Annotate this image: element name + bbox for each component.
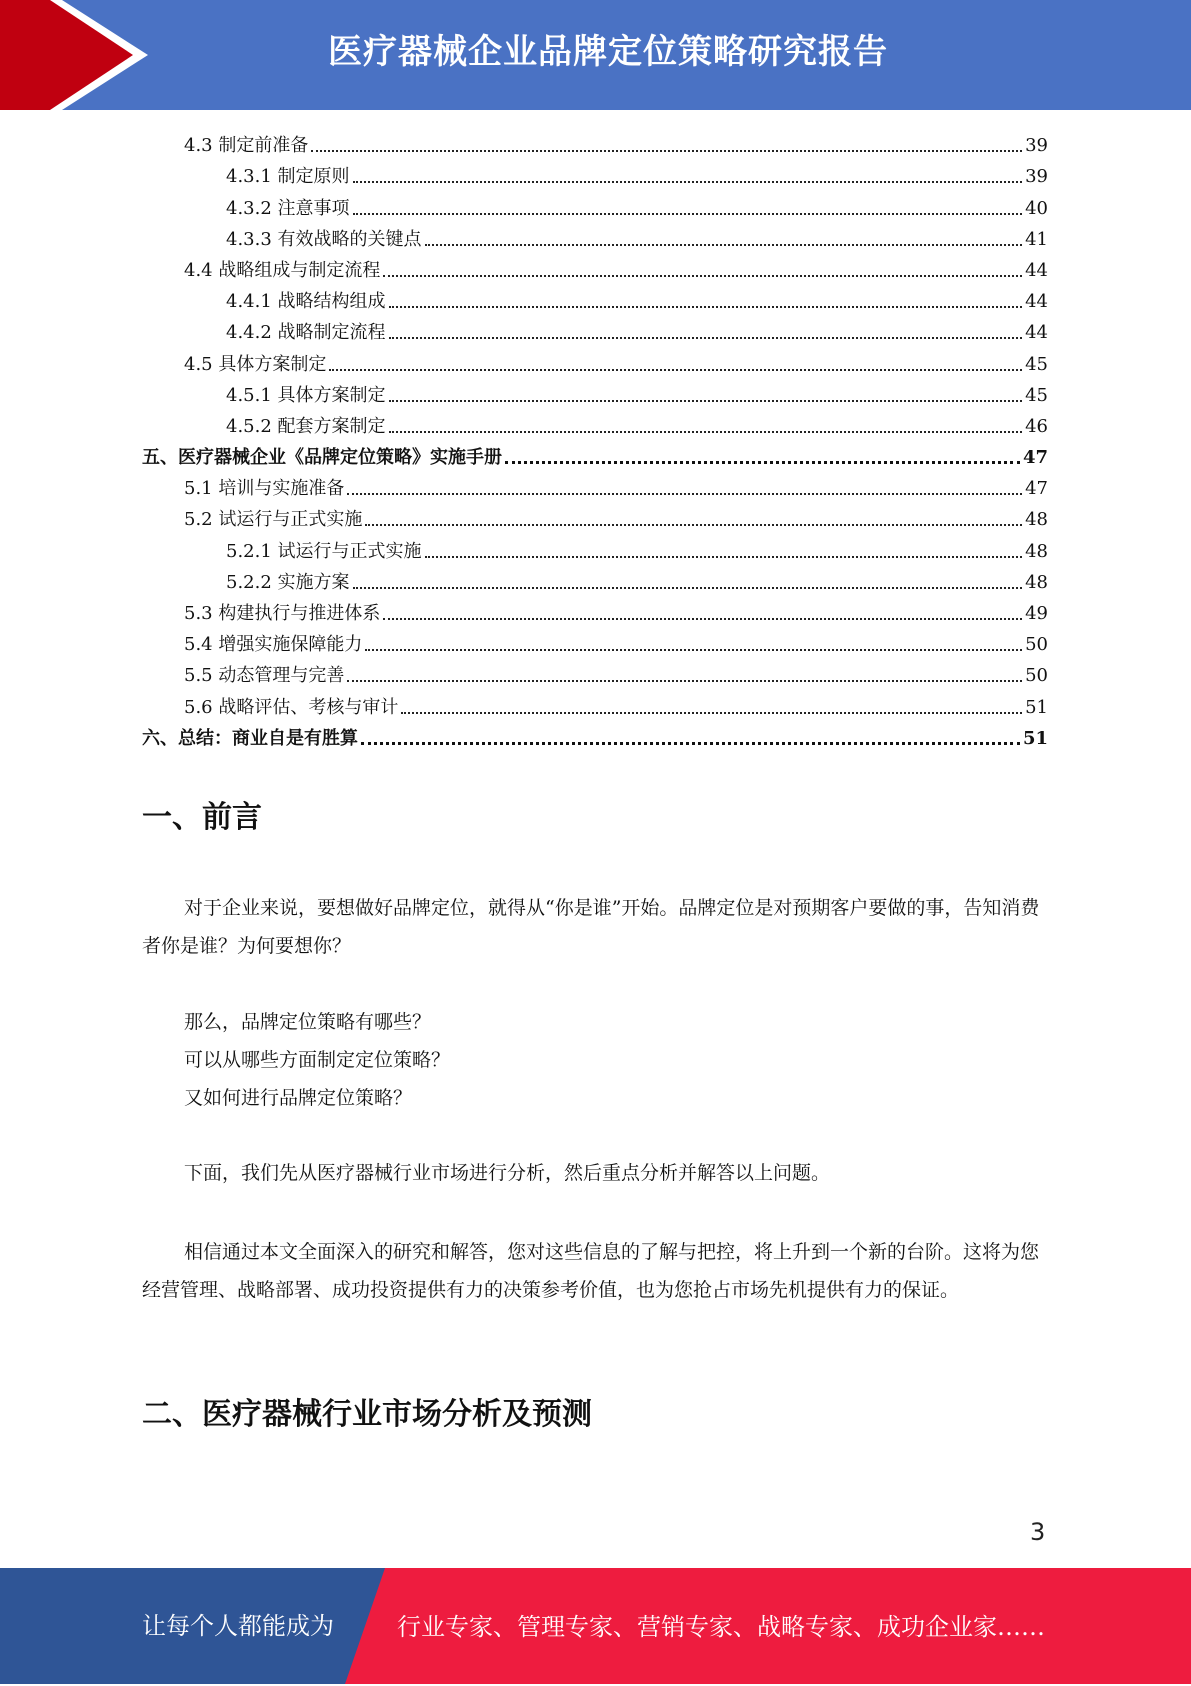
toc-dot-leader	[389, 337, 1023, 339]
toc-dot-leader	[383, 618, 1022, 620]
toc-dot-leader	[389, 306, 1023, 308]
toc-entry-page: 51	[1022, 727, 1048, 749]
preface-paragraph-3: 相信通过本文全面深入的研究和解答，您对这些信息的了解与把控，将上升到一个新的台阶。这将为您经营管理、战略部署、成功投资提供有力的决策参考价值，也为您抢占市场先机提供有力的保证。	[142, 1241, 1040, 1301]
section-heading-preface: 一、前言	[142, 800, 262, 835]
toc-entry[interactable]	[142, 376, 1048, 407]
toc-entry[interactable]	[142, 563, 1048, 594]
toc-entry-page: 48	[1025, 509, 1048, 531]
toc-entry-page: 45	[1025, 353, 1048, 375]
toc-entry-title: 5.2.2 实施方案	[226, 571, 350, 593]
toc-entry-page: 50	[1025, 634, 1048, 656]
toc-entry[interactable]	[142, 344, 1048, 375]
toc-dot-leader	[353, 587, 1023, 589]
toc-entry-page: 51	[1025, 696, 1048, 718]
toc-dot-leader	[425, 556, 1023, 558]
toc-entry-title: 5.1 培训与实施准备	[184, 478, 345, 500]
toc-entry[interactable]	[142, 719, 1048, 750]
toc-entry[interactable]	[142, 594, 1048, 625]
toc-entry[interactable]	[142, 313, 1048, 344]
toc-entry-title: 4.5 具体方案制定	[184, 353, 327, 375]
toc-entry-title: 5.2.1 试运行与正式实施	[226, 540, 422, 562]
toc-dot-leader	[425, 244, 1023, 246]
toc-entry-page: 47	[1025, 478, 1048, 500]
toc-dot-leader	[389, 431, 1023, 433]
toc-entry-title: 5.4 增强实施保障能力	[184, 634, 363, 656]
toc-dot-leader	[311, 150, 1022, 152]
toc-entry[interactable]	[142, 126, 1048, 157]
page-header	[0, 0, 1191, 110]
toc-entry-page: 40	[1025, 197, 1048, 219]
toc-entry[interactable]	[142, 188, 1048, 219]
toc-entry-page: 44	[1025, 291, 1048, 313]
toc-entry[interactable]	[142, 656, 1048, 687]
toc-dot-leader	[353, 213, 1023, 215]
toc-dot-leader	[365, 649, 1022, 651]
toc-entry-page: 47	[1022, 447, 1048, 469]
toc-dot-leader	[383, 275, 1022, 277]
toc-entry[interactable]	[142, 438, 1048, 469]
toc-entry[interactable]	[142, 500, 1048, 531]
toc-entry-title: 五、医疗器械企业《品牌定位策略》实施手册	[142, 447, 502, 469]
toc-entry-page: 46	[1025, 415, 1048, 437]
toc-entry-page: 39	[1025, 135, 1048, 157]
toc-dot-leader	[361, 742, 1020, 745]
toc-dot-leader	[389, 400, 1023, 402]
page-number: 3	[1030, 1518, 1046, 1546]
toc-entry[interactable]	[142, 687, 1048, 718]
question-2: 可以从哪些方面制定定位策略？	[184, 1049, 451, 1071]
footer-slogan-left: 让每个人都能成为	[142, 1612, 334, 1640]
toc-entry-title: 4.3.3 有效战略的关键点	[226, 228, 422, 250]
toc-entry[interactable]	[142, 282, 1048, 313]
toc-entry[interactable]	[142, 531, 1048, 562]
toc-dot-leader	[329, 369, 1022, 371]
toc-entry-title: 4.4 战略组成与制定流程	[184, 259, 381, 281]
question-1: 那么，品牌定位策略有哪些？	[184, 1011, 432, 1033]
toc-dot-leader	[347, 493, 1022, 495]
toc-entry[interactable]	[142, 469, 1048, 500]
footer-slogan-right: 行业专家、管理专家、营销专家、战略专家、成功企业家……	[397, 1613, 1045, 1641]
toc-dot-leader	[365, 524, 1022, 526]
toc-entry-title: 5.6 战略评估、考核与审计	[184, 696, 399, 718]
toc-entry-title: 5.3 构建执行与推进体系	[184, 603, 381, 624]
toc-entry-title: 4.4.2 战略制定流程	[226, 322, 386, 344]
preface-paragraph-2: 下面，我们先从医疗器械行业市场进行分析，然后重点分析并解答以上问题。	[184, 1162, 831, 1184]
toc-entry-page: 50	[1025, 665, 1048, 687]
toc-dot-leader	[505, 461, 1020, 464]
toc-entry[interactable]	[142, 625, 1048, 656]
toc-entry-page: 39	[1025, 166, 1048, 188]
preface-paragraph-1: 对于企业来说，要想做好品牌定位，就得从“你是谁”开始。品牌定位是对预期客户要做的事，告知消费者你是谁？为何要想你？	[142, 897, 1040, 957]
toc-entry[interactable]	[142, 157, 1048, 188]
toc-entry[interactable]	[142, 251, 1048, 282]
toc-entry-page: 45	[1025, 384, 1048, 406]
toc-entry-title: 4.4.1 战略结构组成	[226, 291, 386, 313]
toc-entry-page: 44	[1025, 322, 1048, 344]
toc-entry-title: 5.5 动态管理与完善	[184, 665, 345, 687]
toc-entry-title: 4.3.1 制定原则	[226, 166, 350, 188]
table-of-contents	[142, 126, 1048, 750]
toc-entry[interactable]	[142, 407, 1048, 438]
toc-entry-page: 48	[1025, 571, 1048, 593]
toc-entry[interactable]	[142, 220, 1048, 251]
toc-entry-title: 4.3.2 注意事项	[226, 197, 350, 219]
toc-entry-title: 4.5.1 具体方案制定	[226, 384, 386, 406]
question-3: 又如何进行品牌定位策略？	[184, 1087, 413, 1109]
toc-entry-title: 5.2 试运行与正式实施	[184, 509, 363, 531]
toc-entry-title: 六、总结：商业自是有胜算	[142, 727, 358, 749]
toc-entry-page: 41	[1025, 228, 1048, 250]
toc-dot-leader	[347, 680, 1022, 682]
report-title: 医疗器械企业品牌定位策略研究报告	[328, 32, 888, 72]
toc-entry-page: 48	[1025, 540, 1048, 562]
toc-dot-leader	[353, 181, 1023, 183]
toc-dot-leader	[401, 712, 1022, 714]
toc-entry-title: 4.3 制定前准备	[184, 135, 309, 157]
toc-entry-page: 49	[1025, 603, 1048, 624]
section-heading-market-analysis: 二、医疗器械行业市场分析及预测	[142, 1397, 592, 1432]
toc-entry-page: 44	[1025, 259, 1048, 281]
page-footer	[0, 1568, 1191, 1684]
toc-entry-title: 4.5.2 配套方案制定	[226, 415, 386, 437]
